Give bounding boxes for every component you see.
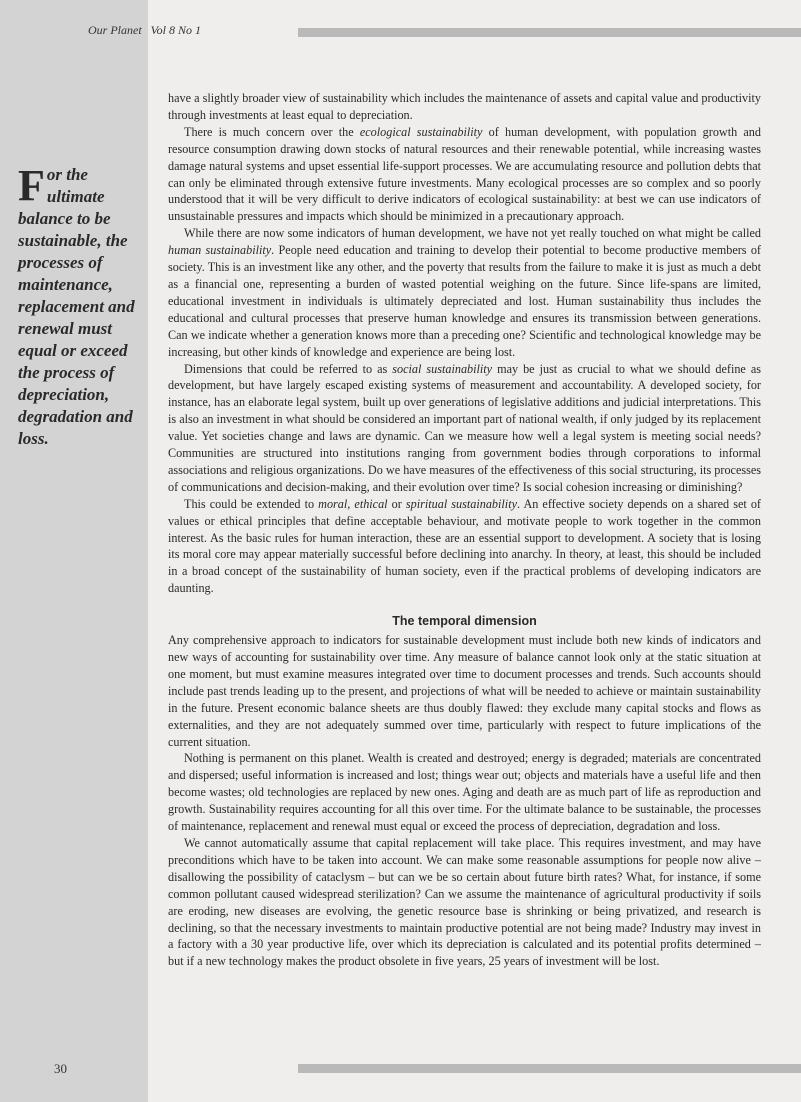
article-body — [168, 90, 761, 970]
paragraph: Any comprehensive approach to indicators for sustainable development must include both new kinds of indicators and new ways of accounting for sustainability over time. Any measure of balance cannot look only at the static situation at one moment, but must examine measures integrated over time to document processes and trends. Such accounts should include past trends leading up to the present, and projections of what will be needed to achieve or maintain sustainability in the future. Present economic balance sheets are thus doubly flawed: they exclude many capital stocks and flows as externalities, and they are not adequately summed over time, particularly with respect to future implications of the current situation. — [168, 633, 761, 749]
pull-quote-text: or the ultimate balance to be sustainable, the processes of maintenance, replacement and renewal must equal or exceed the process of depreciation, degradation and loss. — [18, 165, 135, 448]
pull-quote — [18, 161, 146, 450]
footer-rule — [298, 1064, 801, 1073]
paragraph: have a slightly broader view of sustainability which includes the maintenance of assets and capital value and productivity through investments at least equal to depreciation. — [168, 91, 761, 122]
term-spiritual-sustainability: spiritual sustainability — [405, 496, 517, 511]
paragraph: There is much concern over the ecological sustainability of human development, with population growth and resource consumption drawing down stocks of natural resources and their renewable potential, while increasing wastes damage natural systems and upset essential life-support processes. We are accumulating resource and pollution debts that can only be eliminated through extensive future investments. Many ecological processes are so complex and so poorly understood that it will be very difficult to derive indicators of ecological sustainability: at best we can use indicators of unsustainable pressures and impacts which should be minimized in a precautionary approach. — [168, 124, 761, 224]
running-header — [88, 23, 201, 38]
paragraph: Dimensions that could be referred to as social sustainability may be just as crucial to what we should define as development, but have largely escaped existing systems of measurement and accountability. A developed society, for instance, has an elaborate legal system, built up over generations of legislative additions and judicial interpretations. This is also an investment in what should be considered an important part of national wealth, if only judged by its replacement value. Yet societies change and laws are dynamic. Can we measure how well a legal system is meeting social needs? Communities are structured into institutions ranging from government bodies through corporations to informal associations and religious organizations. Do we have measures of the effectiveness of this social structuring, its processes of communications and decision-making, and their evolution over time? Is social cohesion increasing or diminishing? — [168, 361, 762, 494]
term-moral-ethical: moral, ethical — [318, 496, 388, 511]
paragraph: While there are now some indicators of human development, we have not yet really touched on what might be called human sustainability. People need education and training to develop their potential to become productive members of society. This is an investment like any other, and the poverty that results from the failure to make it is just as much a debt as a financial one, representing a burden of wasted potential weighing on the future. Since life-spans are limited, educational investment in individuals is ultimately depreciated and lost. Human sustainability thus includes the educational and cultural processes that preserve human knowledge and ensures its transmission between generations. Can we indicate whether a generation knows more than a preceding one? Scientific and technological knowledge may be increasing, but other kinds of knowledge and experience are being lost. — [168, 226, 761, 359]
drop-cap: F — [18, 161, 45, 210]
publication-name: Our Planet — [88, 23, 142, 37]
issue-volume: Vol 8 No 1 — [150, 23, 202, 37]
header-rule — [298, 28, 801, 37]
paragraph: We cannot automatically assume that capital replacement will take place. This requires investment, and may have preconditions which have to be taken into account. We can make some reasonable assumptions for people now alive – disallowing the possibility of cataclysm – but can we be so certain about future birth rates? What, for instance, if some common pollutant caused widespread sterilization? Can we assume the maintenance of agricultural productivity if soils are eroding, new diseases are evolving, the genetic resource base is shrinking or being privatized, and research is declining, so that the necessary investments to maintain productive potential are not being made? Industry may invest in a factory with a 30 year productive life, over which its depreciation is calculated and its potential profits determined – but if a new technology makes the product obsolete in five years, 25 years of investment will be lost. — [168, 835, 761, 969]
paragraph: Nothing is permanent on this planet. Wealth is created and destroyed; energy is degraded; materials are concentrated and dispersed; useful information is increased and lost; things wear out; objects and materials have a useful life and then become wastes; old technologies are replaced by new ones. Aging and death are as much part of life as reproduction and growth. Sustainability requires accounting for all this over time. For the ultimate balance to be sustainable, the processes of maintenance, replacement and renewal must equal or exceed the process of depreciation, degradation and loss. — [168, 751, 761, 834]
term-ecological-sustainability: ecological sustainability — [359, 124, 483, 139]
term-social-sustainability: social sustainability — [392, 361, 493, 376]
page-number: 30 — [54, 1061, 67, 1076]
paragraph: This could be extended to moral, ethical or spiritual sustainability. An effective society depends on a shared set of values or ethical principles that define acceptable behaviour, and motivate people to work together in the common interest. As the basic rules for human interaction, these are an essential support to development. A society that is losing its moral core may appear materially successful before declining into anarchy. In theory, at least, this should be included in a broad concept of the sustainability of human society, even if the practical problems of developing indicators are daunting. — [168, 496, 761, 596]
section-heading: The temporal dimension — [392, 614, 537, 629]
term-human-sustainability: human sustainability — [168, 243, 272, 258]
